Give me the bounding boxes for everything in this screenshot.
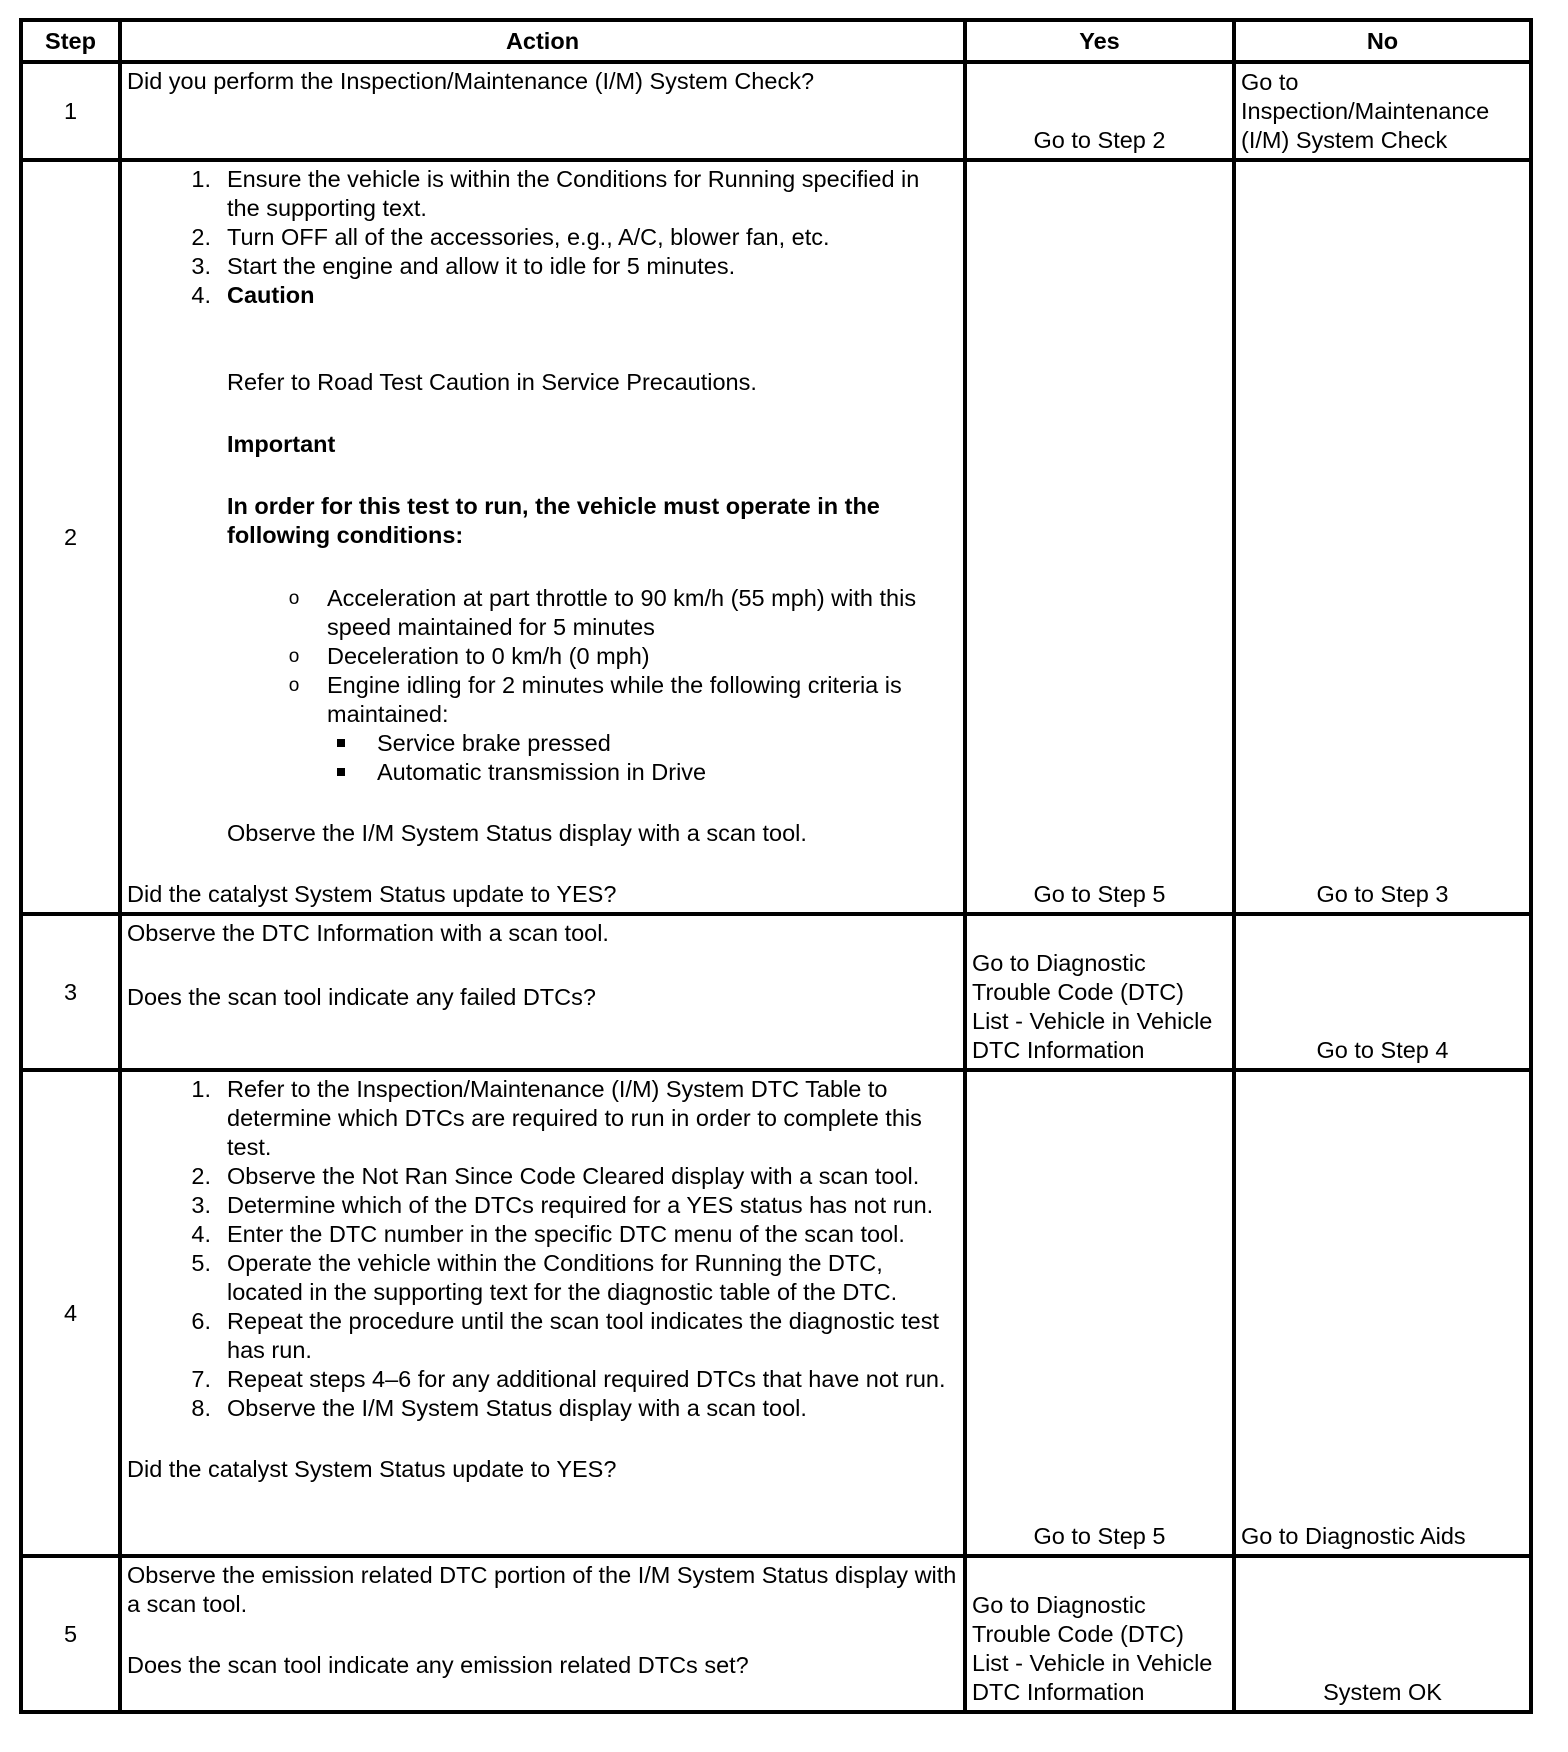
no-link[interactable]: Go to Inspection/Maintenance (I/M) System Check (1234, 62, 1531, 160)
table-row (21, 1556, 1531, 1712)
yes-link[interactable]: Go to Diagnostic Trouble Code (DTC) List - Vehicle in Vehicle DTC Information (965, 1556, 1234, 1712)
header-action: Action (120, 20, 965, 62)
header-no: No (1234, 20, 1531, 62)
action-text: Observe the emission related DTC portion of the I/M System Status display with a scan tool. (127, 1562, 957, 1617)
step-number: 4 (21, 1070, 120, 1556)
question-text: Did the catalyst System Status update to YES? (127, 1456, 617, 1482)
question-text: Did the catalyst System Status update to YES? (127, 881, 617, 907)
no-link[interactable]: System OK (1234, 1556, 1531, 1712)
action-cell (120, 62, 965, 160)
list-item: o Engine idling for 2 minutes while the following criteria is maintained: (288, 672, 902, 727)
diagnostic-table (19, 18, 1533, 1714)
table-row (21, 160, 1531, 914)
table-row (21, 62, 1531, 160)
yes-link[interactable]: Go to Step 2 (965, 62, 1234, 160)
yes-link[interactable]: Go to Step 5 (965, 1070, 1234, 1556)
procedure-list (127, 165, 958, 584)
observe-text: Observe the I/M System Status display with a scan tool. (227, 820, 807, 846)
list-item: 6. Repeat the procedure until the scan tool indicates the diagnostic test has run. (191, 1308, 939, 1363)
header-yes: Yes (965, 20, 1234, 62)
step-number: 1 (21, 62, 120, 160)
action-text: Observe the DTC Information with a scan tool. (127, 920, 609, 946)
list-item: 8. Observe the I/M System Status display with a scan tool. (191, 1395, 807, 1421)
step-number: 5 (21, 1556, 120, 1712)
no-link[interactable]: Go to Step 4 (1234, 914, 1531, 1070)
list-item: o Deceleration to 0 km/h (0 mph) (288, 643, 650, 669)
important-text: In order for this test to run, the vehicle must operate in the following conditions: (227, 493, 880, 548)
list-item: 2. Observe the Not Ran Since Code Cleared display with a scan tool. (191, 1163, 920, 1189)
question-text: Does the scan tool indicate any failed DTCs? (127, 984, 596, 1010)
action-text: Did you perform the Inspection/Maintenance (I/M) System Check? (127, 68, 815, 94)
list-item: 4. Enter the DTC number in the specific DTC menu of the scan tool. (191, 1221, 905, 1247)
list-item: Service brake pressed (327, 729, 958, 758)
table-row (21, 914, 1531, 1070)
list-item: o Acceleration at part throttle to 90 km/h (55 mph) with this speed maintained for 5 minutes (288, 585, 917, 640)
action-cell (120, 1070, 965, 1556)
table-row (21, 1070, 1531, 1556)
procedure-list (127, 1075, 958, 1423)
list-item: 7. Repeat steps 4–6 for any additional required DTCs that have not run. (191, 1366, 946, 1392)
action-cell (120, 914, 965, 1070)
caution-text: Refer to Road Test Caution in Service Precautions. (227, 369, 757, 395)
header-row (21, 20, 1531, 62)
list-item: 3. Determine which of the DTCs required for a YES status has not run. (191, 1192, 934, 1218)
important-label: Important (227, 431, 336, 457)
list-item: 4. Caution Refer to Road Test Caution in Service Precautions. Important In order for this test to run, the vehicle must operate in the following conditions: (177, 281, 958, 584)
header-step: Step (21, 20, 120, 62)
question-text: Does the scan tool indicate any emission related DTCs set? (127, 1652, 749, 1678)
yes-link[interactable]: Go to Diagnostic Trouble Code (DTC) List - Vehicle in Vehicle DTC Information (965, 914, 1234, 1070)
action-cell (120, 1556, 965, 1712)
list-item: 2. Turn OFF all of the accessories, e.g., A/C, blower fan, etc. (191, 224, 830, 250)
no-link[interactable]: Go to Step 3 (1234, 160, 1531, 914)
list-item: 3. Start the engine and allow it to idle for 5 minutes. (191, 253, 736, 279)
yes-link[interactable]: Go to Step 5 (965, 160, 1234, 914)
conditions-list (227, 584, 958, 729)
list-item: 1. Refer to the Inspection/Maintenance (I/M) System DTC Table to determine which DTCs are required to run in order to complete this test. (191, 1076, 922, 1160)
action-cell (120, 160, 965, 914)
list-item: 1. Ensure the vehicle is within the Conditions for Running specified in the supporting text. (191, 166, 920, 221)
list-item: 5. Operate the vehicle within the Conditions for Running the DTC, located in the supporting text for the diagnostic table of the DTC. (191, 1250, 898, 1305)
step-number: 3 (21, 914, 120, 1070)
no-link[interactable]: Go to Diagnostic Aids (1234, 1070, 1531, 1556)
step-number: 2 (21, 160, 120, 914)
list-item: Automatic transmission in Drive (327, 758, 958, 787)
criteria-list (277, 729, 958, 787)
